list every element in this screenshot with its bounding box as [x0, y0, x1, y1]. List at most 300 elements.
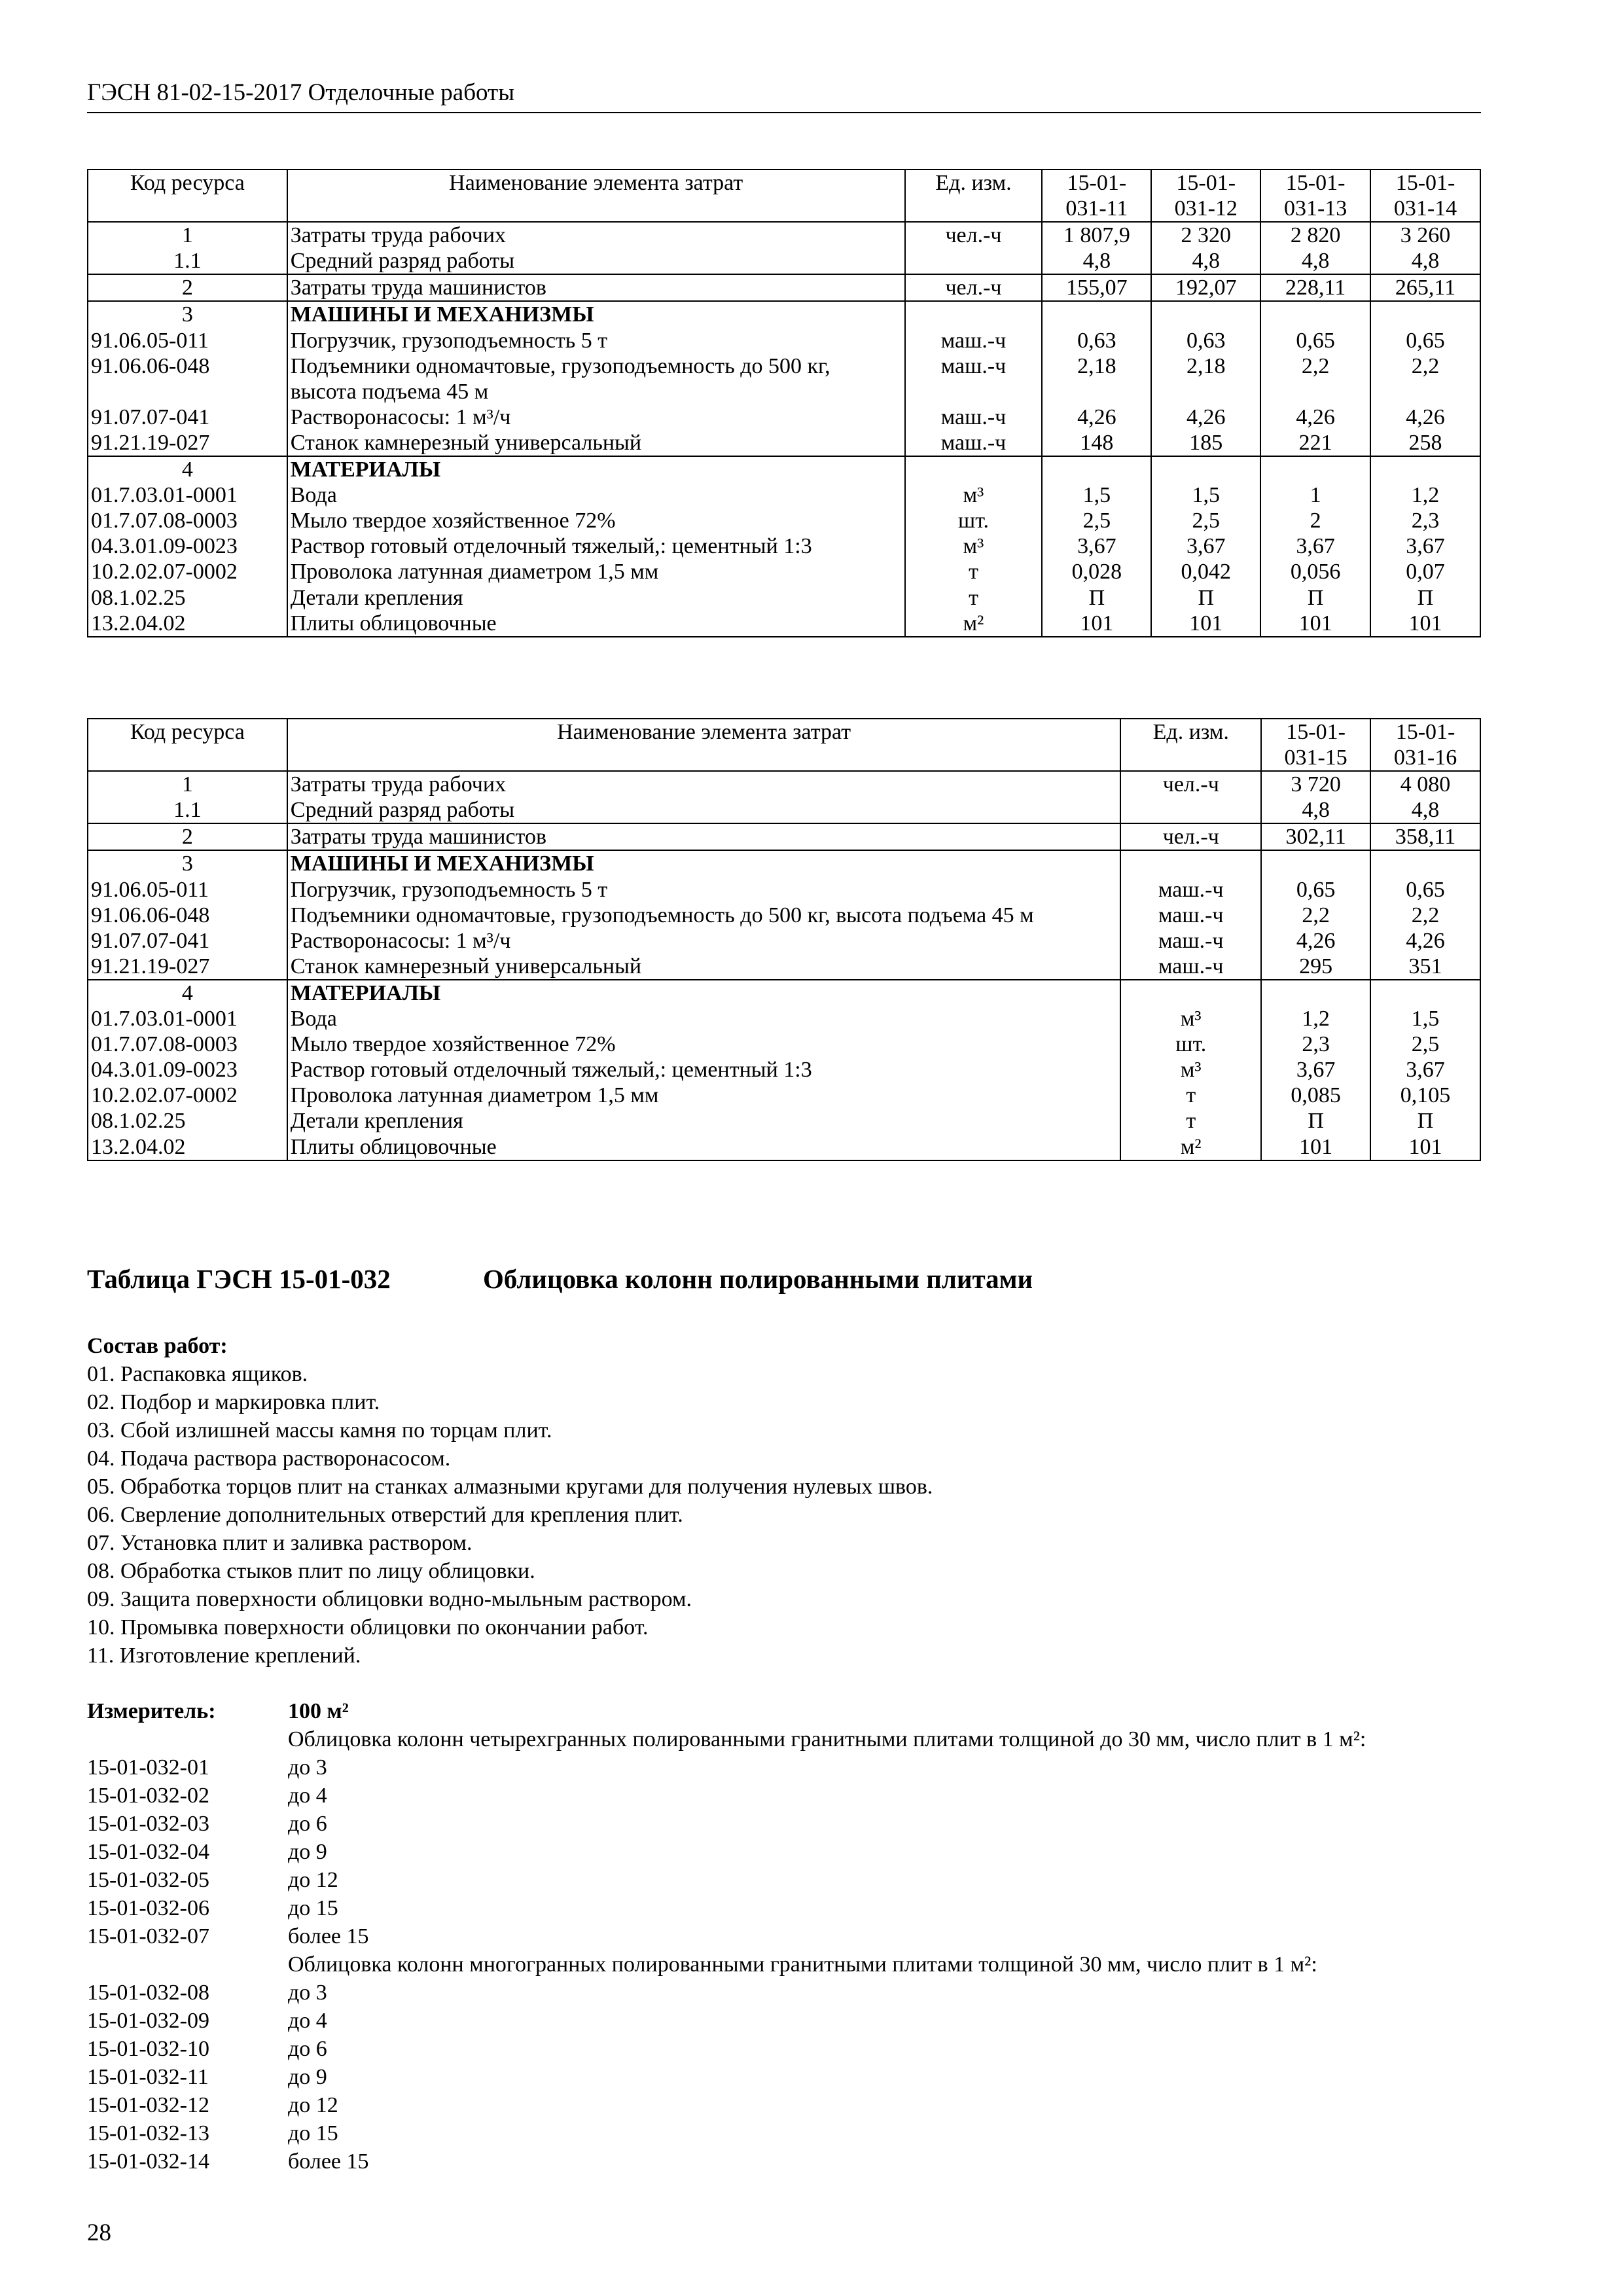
code-row-code: 15-01-032-11: [87, 2065, 209, 2089]
row-code: 01.7.03.01-0001: [88, 482, 287, 508]
resource-table-2: [87, 718, 1481, 1161]
row-code: 01.7.03.01-0001: [88, 1006, 287, 1031]
works-item: 01. Распаковка ящиков.: [87, 1362, 308, 1386]
row-value: 0,65: [1260, 328, 1370, 353]
code-row-code: 15-01-032-06: [87, 1896, 209, 1920]
row-value: 4,8: [1042, 248, 1151, 274]
row-name: Мыло твердое хозяйственное 72%: [287, 508, 905, 533]
header-code: Код ресурса: [88, 170, 287, 222]
resource-table-1: [87, 169, 1481, 637]
row-name: Средний разряд работы: [287, 797, 1121, 823]
table-row: [88, 1083, 1480, 1108]
row-value: [1370, 456, 1480, 482]
table-row: [88, 301, 1480, 327]
header-col: [1151, 170, 1260, 222]
row-name: Станок камнерезный универсальный: [287, 430, 905, 456]
works-item: 04. Подача раствора растворонасосом.: [87, 1446, 451, 1471]
row-value: 3,67: [1260, 533, 1370, 559]
table-row: [88, 328, 1480, 353]
measure-label: Измеритель:: [87, 1699, 216, 1723]
row-value: 185: [1151, 430, 1260, 456]
row-value: 2,5: [1370, 1031, 1480, 1057]
row-value: 2,2: [1370, 903, 1480, 928]
row-value: 4 080: [1370, 771, 1480, 797]
row-value: 0,056: [1260, 559, 1370, 584]
table-row: [88, 274, 1480, 301]
code-row: [87, 2091, 1468, 2119]
header-col: [1042, 170, 1151, 222]
page-header: ГЭСН 81-02-15-2017 Отделочные работы: [87, 79, 1481, 113]
row-code: 91.21.19-027: [88, 430, 287, 456]
row-name: МАТЕРИАЛЫ: [287, 980, 1121, 1006]
row-name: Раствор готовый отделочный тяжелый,: цементный 1:3: [287, 533, 905, 559]
header-col-line2: 031-14: [1393, 196, 1457, 221]
row-code: 08.1.02.25: [88, 585, 287, 611]
code-row: [87, 1922, 1468, 1950]
row-unit: чел.-ч: [1120, 771, 1261, 797]
row-code: 08.1.02.25: [88, 1108, 287, 1134]
row-value: [1370, 301, 1480, 327]
row-value: [1151, 301, 1260, 327]
header-col: [1260, 170, 1370, 222]
table-row: [88, 954, 1480, 980]
works-item: 08. Обработка стыков плит по лицу облицовки.: [87, 1559, 535, 1583]
row-code: 1: [88, 771, 287, 797]
table-row: [88, 456, 1480, 482]
row-unit: т: [1120, 1083, 1261, 1108]
row-value: 4,26: [1370, 928, 1480, 954]
row-value: 2,5: [1151, 508, 1260, 533]
row-value: 4,26: [1151, 404, 1260, 430]
row-value: 3,67: [1042, 533, 1151, 559]
row-unit: чел.-ч: [905, 222, 1043, 248]
row-value: 221: [1260, 430, 1370, 456]
row-name: Детали крепления: [287, 585, 905, 611]
header-col-line2: 031-13: [1283, 196, 1347, 221]
code-row-value: до 15: [288, 1896, 338, 1920]
row-value: 3 260: [1370, 222, 1480, 248]
code-row-value: до 4: [288, 1784, 327, 1808]
row-unit: м³: [1120, 1057, 1261, 1083]
code-row-code: 15-01-032-01: [87, 1755, 209, 1780]
row-unit: [905, 248, 1043, 274]
row-name: Вода: [287, 1006, 1121, 1031]
code-row: [87, 2035, 1468, 2063]
row-value: [1042, 456, 1151, 482]
row-value: 258: [1370, 430, 1480, 456]
row-unit: м³: [905, 533, 1043, 559]
works-item: 09. Защита поверхности облицовки водно-мыльным раствором.: [87, 1587, 692, 1611]
row-code: 91.06.06-048: [88, 353, 287, 404]
code-row-value: до 3: [288, 1755, 327, 1780]
works-item: 10. Промывка поверхности облицовки по окончании работ.: [87, 1615, 649, 1640]
row-value: 2,2: [1260, 353, 1370, 404]
row-name: Растворонасосы: 1 м³/ч: [287, 404, 905, 430]
row-value: [1151, 456, 1260, 482]
header-col-line2: 031-15: [1284, 745, 1347, 770]
header-col-line1: 15-01-: [1395, 720, 1455, 744]
code-row-value: до 6: [288, 2037, 327, 2061]
row-code: 2: [88, 823, 287, 850]
row-value: [1260, 301, 1370, 327]
row-code: 3: [88, 301, 287, 327]
table-row: [88, 903, 1480, 928]
table-row: [88, 771, 1480, 797]
code-row: [87, 1866, 1468, 1894]
table-row: [88, 559, 1480, 584]
row-name: Погрузчик, грузоподъемность 5 т: [287, 328, 905, 353]
table-name: Облицовка колонн полированными плитами: [483, 1264, 1033, 1294]
row-code: 91.07.07-041: [88, 928, 287, 954]
row-value: 2 820: [1260, 222, 1370, 248]
row-unit: маш.-ч: [905, 430, 1043, 456]
row-value: 0,65: [1370, 328, 1480, 353]
header-col-line2: 031-16: [1393, 745, 1457, 770]
row-value: 0,105: [1370, 1083, 1480, 1108]
row-code: 2: [88, 274, 287, 301]
code-row-code: 15-01-032-04: [87, 1840, 209, 1864]
header-col: [1261, 719, 1370, 771]
table-row: [88, 980, 1480, 1006]
row-value: [1260, 456, 1370, 482]
row-value: [1261, 850, 1370, 876]
row-value: 101: [1042, 611, 1151, 637]
code-row-code: 15-01-032-09: [87, 2009, 209, 2033]
row-unit: [905, 301, 1043, 327]
code-row-code: 15-01-032-05: [87, 1868, 209, 1892]
row-value: 0,07: [1370, 559, 1480, 584]
header-col-line1: 15-01-: [1176, 171, 1236, 195]
row-value: П: [1261, 1108, 1370, 1134]
code-row-value: до 4: [288, 2009, 327, 2033]
row-value: 1 807,9: [1042, 222, 1151, 248]
row-name: Плиты облицовочные: [287, 1134, 1121, 1160]
row-value: 101: [1370, 611, 1480, 637]
code-row-code: 15-01-032-10: [87, 2037, 209, 2061]
code-row-value: до 12: [288, 1868, 338, 1892]
row-name: Подъемники одномачтовые, грузоподъемность до 500 кг, высота подъема 45 м: [287, 903, 1121, 928]
row-value: 101: [1370, 1134, 1480, 1160]
row-name: Раствор готовый отделочный тяжелый,: цементный 1:3: [287, 1057, 1121, 1083]
row-value: 0,085: [1261, 1083, 1370, 1108]
row-value: 2 320: [1151, 222, 1260, 248]
row-name: Затраты труда машинистов: [287, 274, 905, 301]
code-row: [87, 1894, 1468, 1922]
row-code: 13.2.04.02: [88, 611, 287, 637]
row-unit: маш.-ч: [1120, 877, 1261, 903]
table-row: [88, 1134, 1480, 1160]
row-value: П: [1370, 1108, 1480, 1134]
row-name: Проволока латунная диаметром 1,5 мм: [287, 1083, 1121, 1108]
row-value: 3,67: [1370, 1057, 1480, 1083]
row-code: 13.2.04.02: [88, 1134, 287, 1160]
row-code: 04.3.01.09-0023: [88, 533, 287, 559]
row-name: Станок камнерезный универсальный: [287, 954, 1121, 980]
code-row-value: до 9: [288, 2065, 327, 2089]
row-value: 1: [1260, 482, 1370, 508]
row-value: 101: [1261, 1134, 1370, 1160]
row-value: 351: [1370, 954, 1480, 980]
code-row-value: до 12: [288, 2093, 338, 2117]
row-code: 1: [88, 222, 287, 248]
row-name: Мыло твердое хозяйственное 72%: [287, 1031, 1121, 1057]
row-code: 91.21.19-027: [88, 954, 287, 980]
row-value: 3,67: [1261, 1057, 1370, 1083]
row-unit: маш.-ч: [1120, 954, 1261, 980]
header-name: Наименование элемента затрат: [287, 170, 905, 222]
row-value: 101: [1260, 611, 1370, 637]
row-name: Затраты труда рабочих: [287, 222, 905, 248]
table-row: [88, 222, 1480, 248]
row-value: 3,67: [1151, 533, 1260, 559]
row-value: 1,2: [1261, 1006, 1370, 1031]
row-value: 0,042: [1151, 559, 1260, 584]
row-value: 0,63: [1042, 328, 1151, 353]
row-value: 4,8: [1261, 797, 1370, 823]
row-name: Растворонасосы: 1 м³/ч: [287, 928, 1121, 954]
header-code: Код ресурса: [88, 719, 287, 771]
row-value: 4,8: [1370, 248, 1480, 274]
row-name: Детали крепления: [287, 1108, 1121, 1134]
table-row: [88, 1057, 1480, 1083]
row-value: 192,07: [1151, 274, 1260, 301]
code-row: [87, 1782, 1468, 1810]
header-col: [1370, 170, 1480, 222]
row-unit: м²: [905, 611, 1043, 637]
works-item: 03. Сбой излишней массы камня по торцам плит.: [87, 1418, 552, 1443]
row-code: 4: [88, 980, 287, 1006]
row-unit: чел.-ч: [1120, 823, 1261, 850]
measure-block: [87, 1697, 1468, 2176]
page-number: 28: [87, 2219, 111, 2246]
code-row: [87, 2147, 1468, 2176]
row-code: 01.7.07.08-0003: [88, 1031, 287, 1057]
table-row: [88, 248, 1480, 274]
row-unit: маш.-ч: [905, 404, 1043, 430]
row-value: П: [1260, 585, 1370, 611]
row-code: 91.06.06-048: [88, 903, 287, 928]
row-value: 148: [1042, 430, 1151, 456]
table-row: [88, 850, 1480, 876]
header-col-line2: 031-11: [1065, 196, 1128, 221]
table-row: [88, 1006, 1480, 1031]
row-code: 3: [88, 850, 287, 876]
row-value: 4,26: [1370, 404, 1480, 430]
row-unit: маш.-ч: [1120, 928, 1261, 954]
row-unit: т: [905, 559, 1043, 584]
row-value: 4,8: [1151, 248, 1260, 274]
row-value: 3 720: [1261, 771, 1370, 797]
row-unit: маш.-ч: [905, 328, 1043, 353]
code-row-code: 15-01-032-14: [87, 2149, 209, 2174]
row-unit: маш.-ч: [1120, 903, 1261, 928]
row-code: 91.07.07-041: [88, 404, 287, 430]
row-value: 2,3: [1370, 508, 1480, 533]
row-value: П: [1151, 585, 1260, 611]
header-col-line1: 15-01-: [1067, 171, 1127, 195]
row-value: 155,07: [1042, 274, 1151, 301]
row-value: 2,2: [1261, 903, 1370, 928]
row-value: 0,028: [1042, 559, 1151, 584]
row-name: МАШИНЫ И МЕХАНИЗМЫ: [287, 301, 905, 327]
row-name: Плиты облицовочные: [287, 611, 905, 637]
row-value: 2,18: [1042, 353, 1151, 404]
row-unit: [1120, 980, 1261, 1006]
row-code: 1.1: [88, 797, 287, 823]
table-row: [88, 611, 1480, 637]
table-row: [88, 533, 1480, 559]
table-row: [88, 877, 1480, 903]
table-row: [88, 585, 1480, 611]
header-col-line2: 031-12: [1174, 196, 1238, 221]
row-code: 10.2.02.07-0002: [88, 1083, 287, 1108]
code-row: [87, 2119, 1468, 2147]
code-row-value: до 3: [288, 1981, 327, 2005]
row-value: П: [1042, 585, 1151, 611]
measure-unit: 100 м²: [288, 1699, 349, 1723]
code-row-value: до 15: [288, 2121, 338, 2145]
row-value: 101: [1151, 611, 1260, 637]
row-value: 4,8: [1260, 248, 1370, 274]
row-unit: маш.-ч: [905, 353, 1043, 404]
row-name: Средний разряд работы: [287, 248, 905, 274]
table-row: [88, 823, 1480, 850]
row-value: 4,8: [1370, 797, 1480, 823]
works-item: 06. Сверление дополнительных отверстий для крепления плит.: [87, 1503, 683, 1527]
row-unit: м³: [905, 482, 1043, 508]
row-name: Подъемники одномачтовые, грузоподъемность до 500 кг, высота подъема 45 м: [287, 353, 905, 404]
code-row: [87, 1838, 1468, 1866]
code-row-code: 15-01-032-13: [87, 2121, 209, 2145]
header-col: [1370, 719, 1480, 771]
row-value: 3,67: [1370, 533, 1480, 559]
header-col-line1: 15-01-: [1395, 171, 1455, 195]
row-name: Погрузчик, грузоподъемность 5 т: [287, 877, 1121, 903]
row-value: 302,11: [1261, 823, 1370, 850]
row-name: Затраты труда машинистов: [287, 823, 1121, 850]
row-unit: [905, 456, 1043, 482]
row-name: МАШИНЫ И МЕХАНИЗМЫ: [287, 850, 1121, 876]
row-value: [1261, 980, 1370, 1006]
row-name: Проволока латунная диаметром 1,5 мм: [287, 559, 905, 584]
row-code: 04.3.01.09-0023: [88, 1057, 287, 1083]
row-value: 0,63: [1151, 328, 1260, 353]
row-code: 1.1: [88, 248, 287, 274]
code-row-code: 15-01-032-07: [87, 1924, 209, 1948]
row-name: Затраты труда рабочих: [287, 771, 1121, 797]
row-unit: м²: [1120, 1134, 1261, 1160]
header-col-line1: 15-01-: [1285, 171, 1346, 195]
code-row-code: 15-01-032-12: [87, 2093, 209, 2117]
row-unit: м³: [1120, 1006, 1261, 1031]
row-value: 1,2: [1370, 482, 1480, 508]
code-row-value: более 15: [288, 1924, 369, 1948]
code-row-code: 15-01-032-02: [87, 1784, 209, 1808]
group2-description: Облицовка колонн многогранных полированными гранитными плитами толщиной 30 мм, число плит в 1 м²:: [288, 1952, 1317, 1977]
works-item: 02. Подбор и маркировка плит.: [87, 1390, 380, 1414]
row-value: 358,11: [1370, 823, 1480, 850]
row-value: 2,2: [1370, 353, 1480, 404]
row-unit: шт.: [1120, 1031, 1261, 1057]
table-row: [88, 1031, 1480, 1057]
table-header-row: [88, 719, 1480, 771]
row-unit: [1120, 797, 1261, 823]
row-value: [1370, 850, 1480, 876]
table-row: [88, 797, 1480, 823]
row-value: 228,11: [1260, 274, 1370, 301]
code-row-code: 15-01-032-08: [87, 1981, 209, 2005]
table-row: [88, 508, 1480, 533]
row-name: Вода: [287, 482, 905, 508]
table-row: [88, 482, 1480, 508]
row-unit: шт.: [905, 508, 1043, 533]
row-value: 295: [1261, 954, 1370, 980]
code-row-code: 15-01-032-03: [87, 1812, 209, 1836]
table-row: [88, 430, 1480, 456]
row-value: 2,3: [1261, 1031, 1370, 1057]
row-code: 01.7.07.08-0003: [88, 508, 287, 533]
code-row-value: до 6: [288, 1812, 327, 1836]
table-row: [88, 1108, 1480, 1134]
row-unit: [1120, 850, 1261, 876]
row-value: 1,5: [1370, 1006, 1480, 1031]
row-value: [1042, 301, 1151, 327]
row-unit: т: [1120, 1108, 1261, 1134]
row-value: 265,11: [1370, 274, 1480, 301]
row-unit: чел.-ч: [905, 274, 1043, 301]
table-header-row: [88, 170, 1480, 222]
code-row: [87, 1810, 1468, 1838]
row-value: 0,65: [1370, 877, 1480, 903]
row-value: 2,18: [1151, 353, 1260, 404]
row-unit: т: [905, 585, 1043, 611]
row-value: 1,5: [1151, 482, 1260, 508]
row-code: 10.2.02.07-0002: [88, 559, 287, 584]
works-list: [87, 1332, 933, 1670]
table-title: [87, 1263, 1033, 1295]
row-name: МАТЕРИАЛЫ: [287, 456, 905, 482]
code-row: [87, 1753, 1468, 1782]
header-col-line1: 15-01-: [1286, 720, 1346, 744]
works-item: 11. Изготовление креплений.: [87, 1643, 361, 1668]
row-value: [1370, 980, 1480, 1006]
row-value: 4,26: [1042, 404, 1151, 430]
table-row: [88, 404, 1480, 430]
row-code: 4: [88, 456, 287, 482]
header-unit: Ед. изм.: [1120, 719, 1261, 771]
row-value: П: [1370, 585, 1480, 611]
row-code: 91.06.05-011: [88, 877, 287, 903]
code-row-value: более 15: [288, 2149, 369, 2174]
table-row: [88, 353, 1480, 404]
works-item: 05. Обработка торцов плит на станках алмазными кругами для получения нулевых швов.: [87, 1475, 933, 1499]
group1-description: Облицовка колонн четырехгранных полированными гранитными плитами толщиной до 30 мм, число плит в 1 м²:: [288, 1727, 1366, 1751]
header-name: Наименование элемента затрат: [287, 719, 1121, 771]
table-row: [88, 928, 1480, 954]
header-unit: Ед. изм.: [905, 170, 1043, 222]
row-value: 4,26: [1260, 404, 1370, 430]
row-value: 0,65: [1261, 877, 1370, 903]
row-code: 91.06.05-011: [88, 328, 287, 353]
code-row: [87, 1979, 1468, 2007]
works-title: Состав работ:: [87, 1334, 228, 1358]
table-label: Таблица ГЭСН 15-01-032: [87, 1264, 391, 1294]
row-value: 2,5: [1042, 508, 1151, 533]
works-item: 07. Установка плит и заливка раствором.: [87, 1531, 473, 1555]
code-row-value: до 9: [288, 1840, 327, 1864]
row-value: 2: [1260, 508, 1370, 533]
row-value: 1,5: [1042, 482, 1151, 508]
